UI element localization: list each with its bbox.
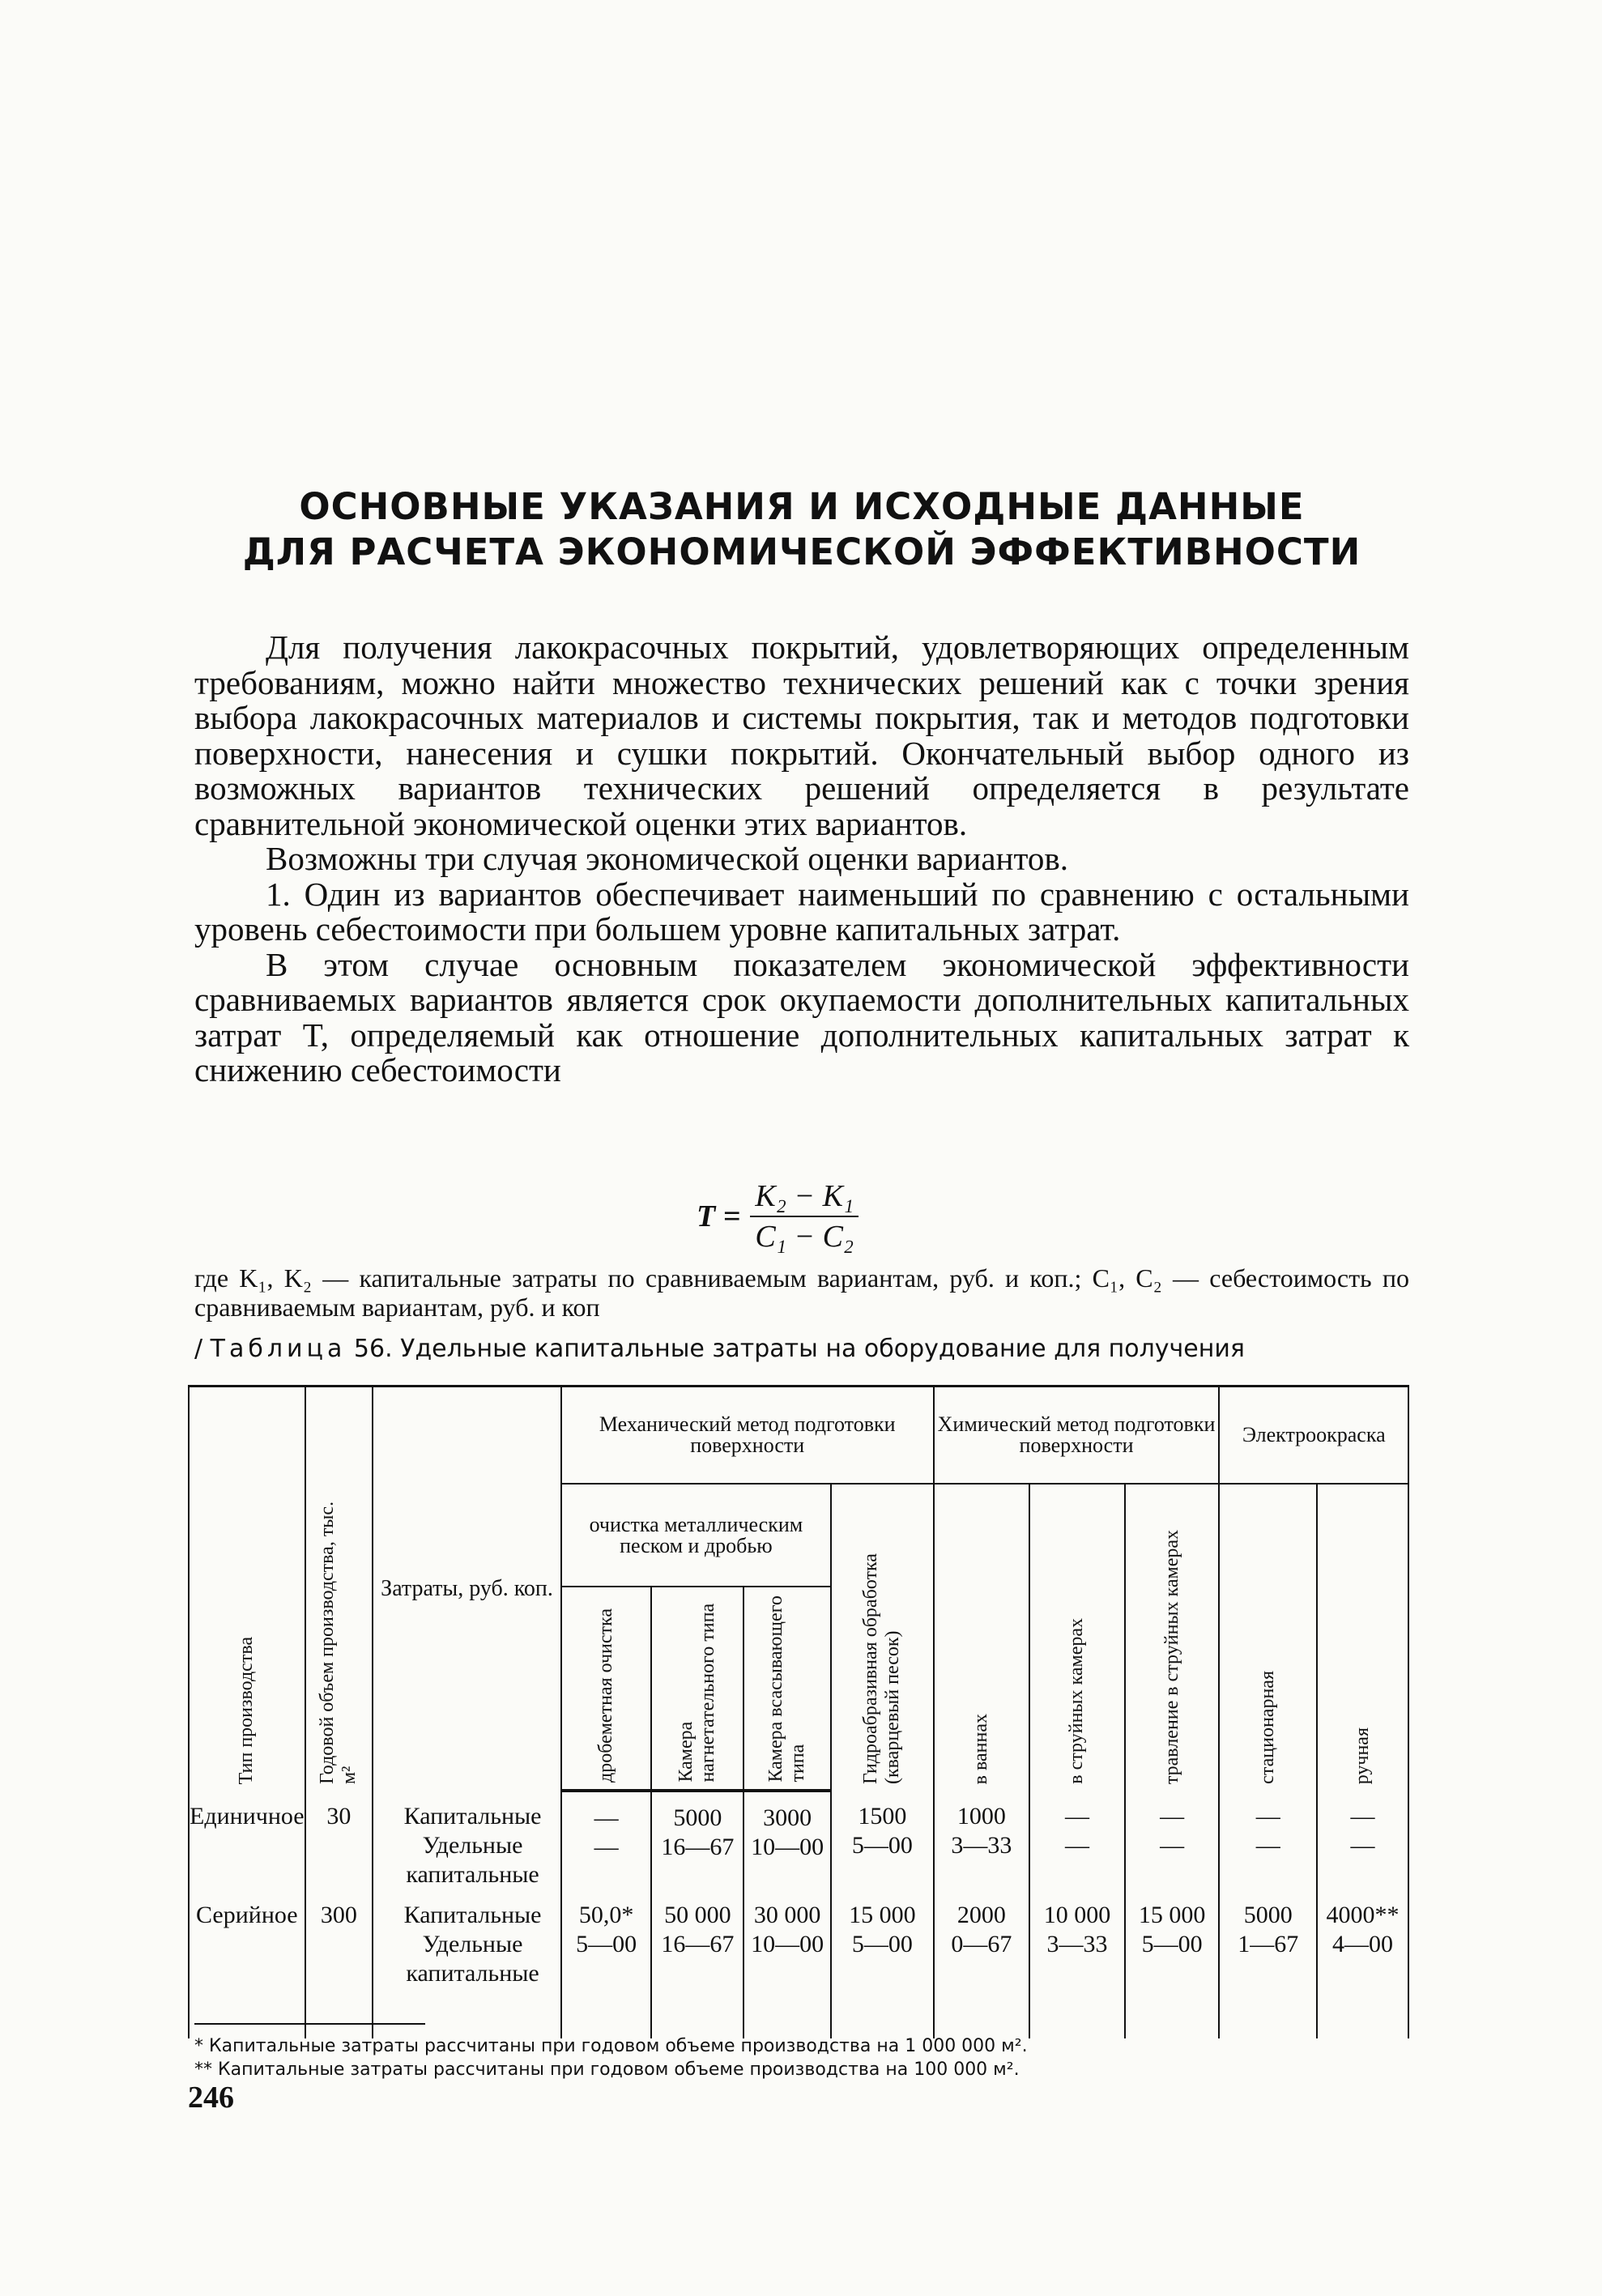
cell-value: [1125, 1791, 1220, 1889]
cell-value: [1029, 1889, 1125, 1988]
value-capital: 30 000: [753, 1902, 821, 1928]
header-baths: [934, 1484, 1030, 1791]
spacer-cell: [561, 1988, 652, 2038]
header-shot-label: дробеметная очистка: [595, 1608, 617, 1783]
header-stationary-label: стационарная: [1257, 1671, 1279, 1784]
cell-value: [651, 1889, 743, 1988]
spacer-cell: [1029, 1988, 1125, 2038]
value-specific: 5—00: [851, 1832, 913, 1859]
formula-lhs: T =: [697, 1199, 741, 1233]
value-capital: 3000: [763, 1804, 812, 1831]
page-number: 246: [188, 2081, 234, 2115]
value-capital: 50,0*: [578, 1902, 634, 1928]
cell-value: [934, 1889, 1030, 1988]
cell-type: Серийное: [189, 1889, 305, 1988]
cell-type: Единичное: [189, 1791, 305, 1889]
value-capital: 10 000: [1043, 1902, 1111, 1928]
cell-value: [651, 1791, 743, 1889]
table-row: [189, 1791, 1408, 1889]
header-hydro: [831, 1484, 934, 1791]
cell-value: [831, 1889, 934, 1988]
cost-label: капитальные: [406, 1861, 539, 1888]
footnotes: [194, 2034, 1409, 2081]
header-sub-metal: очистка металлическим песком и дробью: [561, 1484, 831, 1587]
header-stationary: [1219, 1484, 1317, 1791]
body-text: [194, 630, 1409, 1088]
spacer-cell: [1125, 1988, 1220, 2038]
value-specific: 1—67: [1238, 1931, 1299, 1957]
footnote-divider: [194, 2023, 425, 2025]
value-specific: —: [1160, 1832, 1185, 1859]
header-jet: [1029, 1484, 1125, 1791]
header-suction: [743, 1587, 831, 1791]
cell-volume: 30: [305, 1791, 373, 1889]
heading-line-2: ДЛЯ РАСЧЕТА ЭКОНОМИЧЕСКОЙ ЭФФЕКТИВНОСТИ: [242, 530, 1361, 573]
cell-value: [743, 1791, 831, 1889]
formula-denominator: C₁ − C₂: [755, 1220, 854, 1254]
value-capital: —: [1255, 1803, 1280, 1830]
value-specific: 3—33: [1046, 1931, 1108, 1957]
cost-label: Удельные: [422, 1832, 523, 1859]
heading-line-1: ОСНОВНЫЕ УКАЗАНИЯ И ИСХОДНЫЕ ДАННЫЕ: [299, 485, 1305, 528]
header-type: [189, 1387, 305, 1791]
cell-value: [1125, 1889, 1220, 1988]
value-capital: 5000: [673, 1804, 722, 1831]
header-group-chemical: Химический метод подготовки поверхности: [934, 1387, 1220, 1485]
cost-label: Капитальные: [403, 1902, 542, 1928]
value-specific: 4—00: [1332, 1931, 1394, 1957]
value-capital: 2000: [957, 1902, 1006, 1928]
spacer-cell: [743, 1988, 831, 2038]
value-capital: —: [1160, 1803, 1185, 1830]
caption-number: 56.: [353, 1335, 393, 1363]
value-capital: 4000**: [1326, 1902, 1400, 1928]
spacer-cell: [831, 1988, 934, 2038]
paragraph: Для получения лакокрасочных покрытий, удовлетворяющих определенным требованиям, можно найти множество технических решений как с точки зрения выбора лакокрасочных материалов и системы покрытия, так и методов подготовки поверхности, нанесения и сушки покрытий. Окончательный выбор одного из возможных вариантов технических решений определяется в результате сравнительной экономической оценки этих вариантов.: [194, 628, 1409, 842]
footnote: * Капитальные затраты рассчитаны при годовом объеме производства на 1 000 000 м².: [194, 2036, 1028, 2056]
table-row-spacer: [189, 1988, 1408, 2038]
value-capital: 50 000: [664, 1902, 731, 1928]
header-shot: [561, 1587, 652, 1791]
cell-volume: 300: [305, 1889, 373, 1988]
caption-text: Удельные капитальные затраты на оборудование для получения: [400, 1335, 1245, 1363]
value-specific: —: [1350, 1832, 1375, 1859]
spacer-cell: [373, 1988, 561, 2038]
value-capital: 15 000: [1138, 1902, 1206, 1928]
header-group-electro: Электроокраска: [1219, 1387, 1408, 1485]
spacer-cell: [934, 1988, 1030, 2038]
header-jet-label: в струйных камерах: [1066, 1618, 1088, 1784]
spacer-cell: [1317, 1988, 1408, 2038]
header-suction-label: Камера всасывающего типа: [765, 1595, 809, 1783]
value-capital: 1000: [957, 1803, 1006, 1830]
value-specific: 5—00: [576, 1931, 637, 1957]
value-capital: 15 000: [849, 1902, 916, 1928]
value-specific: 5—00: [851, 1931, 913, 1957]
header-etch: [1125, 1484, 1220, 1791]
value-capital: 1500: [858, 1803, 907, 1830]
payback-formula: [697, 1178, 859, 1254]
value-specific: —: [594, 1834, 619, 1860]
paragraph: 1. Один из вариантов обеспечивает наименьший по сравнению с остальными уровень себестоимости при большем уровне капитальных затрат.: [194, 875, 1409, 948]
spacer-cell: [1219, 1988, 1317, 2038]
paragraph: В этом случае основным показателем экономической эффективности сравниваемых вариантов является срок окупаемости дополнительных капитальных затрат T, определяемый как отношение дополнительных капитальных затрат к снижению себестоимости: [194, 945, 1409, 1088]
value-capital: —: [594, 1804, 619, 1831]
header-type-label: Тип производства: [236, 1636, 258, 1784]
header-inject: [651, 1587, 743, 1791]
header-hydro-label: Гидроабразивная обработка (кварцевый песок): [860, 1553, 904, 1784]
value-specific: 3—33: [951, 1832, 1012, 1859]
caption-mark: /: [194, 1335, 203, 1363]
where-note: где K₁, K₂ — капитальные затраты по сравниваемым вариантам, руб. и коп.; C₁, C₂ — себестоимость по сравниваемым вариантам, руб. и коп: [194, 1263, 1409, 1322]
cell-cost-labels: [373, 1889, 561, 1988]
table-caption: [194, 1335, 1409, 1363]
header-volume-label: Годовой объем производства, тыс. м²: [317, 1501, 360, 1784]
value-capital: 5000: [1243, 1902, 1293, 1928]
value-capital: —: [1350, 1803, 1375, 1830]
cell-value: [1219, 1791, 1317, 1889]
header-inject-label: Камера нагнетательного типа: [675, 1604, 719, 1783]
cell-value: [1317, 1791, 1408, 1889]
value-specific: —: [1255, 1832, 1280, 1859]
header-etch-label: травление в струйных камерах: [1161, 1529, 1182, 1784]
cell-value: [561, 1889, 652, 1988]
header-manual-label: ручная: [1352, 1727, 1374, 1784]
formula-fraction: [750, 1178, 859, 1254]
cell-value: [831, 1791, 934, 1889]
cost-label: Капитальные: [403, 1803, 542, 1830]
paragraph: Возможны три случая экономической оценки вариантов.: [266, 840, 1068, 877]
cell-value: [1029, 1791, 1125, 1889]
spacer-cell: [651, 1988, 743, 2038]
footnote: ** Капитальные затраты рассчитаны при годовом объеме производства на 100 000 м².: [194, 2060, 1020, 2080]
cell-value: [561, 1791, 652, 1889]
cell-cost-labels: [373, 1791, 561, 1889]
value-capital: —: [1064, 1803, 1089, 1830]
value-specific: 16—67: [661, 1834, 735, 1860]
caption-lead: Таблица: [210, 1335, 347, 1363]
section-heading: [194, 484, 1409, 575]
header-manual: [1317, 1484, 1408, 1791]
spacer-cell: [305, 1988, 373, 2038]
value-specific: 10—00: [751, 1931, 824, 1957]
value-specific: 0—67: [951, 1931, 1012, 1957]
header-group-mechanical: Механический метод подготовки поверхности: [561, 1387, 934, 1485]
header-costs: Затраты, руб. коп.: [373, 1387, 561, 1791]
value-specific: 16—67: [661, 1931, 735, 1957]
cost-label: капитальные: [406, 1960, 539, 1987]
value-specific: 5—00: [1141, 1931, 1203, 1957]
cell-value: [1219, 1889, 1317, 1988]
cost-table: [188, 1385, 1409, 2038]
value-specific: 10—00: [751, 1834, 824, 1860]
cell-value: [743, 1889, 831, 1988]
cell-value: [934, 1791, 1030, 1889]
table-row: [189, 1889, 1408, 1988]
header-baths-label: в ваннах: [970, 1713, 992, 1784]
cost-label: Удельные: [422, 1931, 523, 1957]
spacer-cell: [189, 1988, 305, 2038]
header-volume: [305, 1387, 373, 1791]
cell-value: [1317, 1889, 1408, 1988]
formula-numerator: K₂ − K₁: [750, 1178, 859, 1217]
value-specific: —: [1064, 1832, 1089, 1859]
